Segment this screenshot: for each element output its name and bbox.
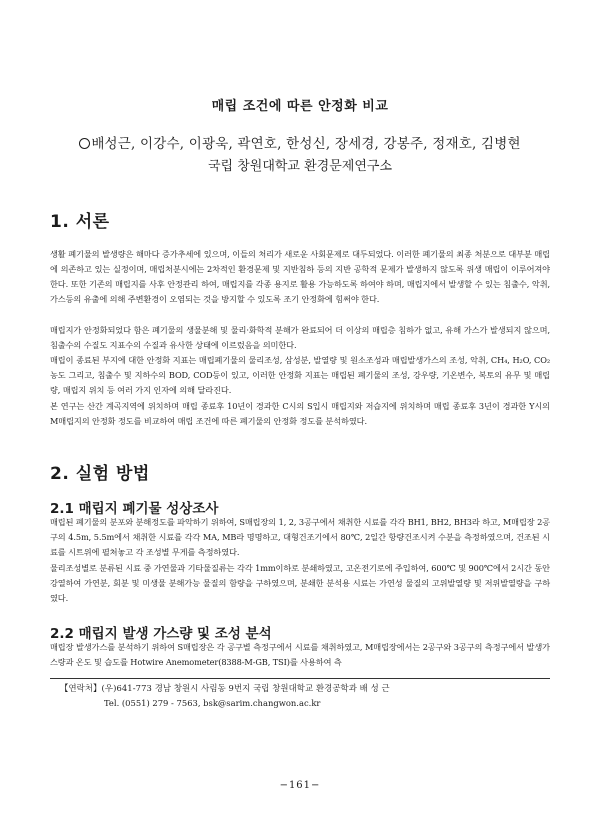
subsection-2-1-paragraph: 매립된 폐기물의 분포와 분해정도를 파악하기 위하여, S매립장의 1, 2, 3공구에서 채취한 시료를 각각 BH1, BH2, BH3라 하고, M매립장 2공구의 4.5m, 5.5m에서 채취한 시료를 각각 MA, MB라 명명하고, 대형건조기에서 80℃, 2일간 항량건조시켜 수분을 측정하였으며, 건조된 시료를 시트위에 펼쳐놓고 각 조성별 무게를 측정하였다. (50, 517, 550, 557)
authors-text: 배성근, 이강수, 이광욱, 곽연호, 한성신, 장세경, 강봉주, 정재호, 김병현 (91, 136, 521, 152)
subsection-2-2-heading: 2.2 매립지 발생 가스량 및 조성 분석 (50, 626, 272, 642)
contact-line-phone-email: Tel. (0551) 279 - 7563, bsk@sarim.changwon.ac.kr (104, 698, 321, 708)
paper-title: 매립 조건에 따른 안정화 비교 (211, 99, 389, 114)
section1-paragraph: 생활 폐기물의 발생량은 해마다 증가추세에 있으며, 이들의 처리가 새로운 사회문제로 대두되었다. 이러한 폐기물의 최종 처분으로 대부분 매립에 의존하고 있는 실정이며, 매립처분시에는 2차적인 환경문제 및 지반침하 등의 지반 공학적 문제가 발생하지 않도록 위생 매립이 이루어져야 한다. 또한 기존의 매립지를 사후 안정관리 하여, 매립지를 각종 용지로 활용 가능하도록 하여야 하며, 매립지에서 발생할 수 있는 침출수, 악취, 가스등의 유출에 의해 주변환경이 오염되는 것을 방지할 수 있도록 조기 안정화에 힘써야 한다. (50, 249, 550, 304)
contact-line-address: 【연락처】(우)641-773 경남 창원시 사림동 9번지 국립 창원대학교 환경공학과 배 성 근 (60, 683, 390, 693)
section1-paragraph: 매립지가 안정화되었다 함은 폐기물의 생물분해 및 물리·화학적 분해가 완료되어 더 이상의 매립층 침하가 없고, 유해 가스가 발생되지 않으며, 침출수의 수질도 지표수의 수질과 유사한 상태에 이르렀음을 의미한다. (50, 325, 550, 350)
section1-paragraph: 매립이 종료된 부지에 대한 안정화 지표는 매립폐기물의 물리조성, 삼성분, 발열량 및 원소조성과 매립발생가스의 조성, 악취, CH₄, H₂O, CO₂ 농도 그리고, 침출수 및 지하수의 BOD, COD등이 있고, 이러한 안정화 지표는 매립된 폐기물의 조성, 강우량, 기온변수, 복토의 유무 및 매립량, 매립지 위치 등 여러 가지 인자에 의해 달라진다. (50, 355, 550, 395)
footer-divider (50, 678, 550, 679)
subsection-2-1-heading: 2.1 매립지 폐기물 성상조사 (50, 501, 219, 517)
section1-paragraph: 본 연구는 산간 계곡지역에 위치하며 매립 종료후 10년이 경과한 C시의 S입시 매립지와 저습지에 위치하며 매립 종료후 3년이 경과한 Y시의 M매립지의 안정화 정도를 비교하여 매립 조건에 따른 폐기물의 안정화 정도를 분석하였다. (50, 401, 550, 426)
presenter-circle-icon (79, 138, 90, 149)
subsection-2-1-paragraph: 물리조성별로 분류된 시료 중 가연물과 기타물질류는 각각 1mm이하로 분쇄하였고, 고온전기로에 주입하여, 600℃ 및 900℃에서 2시간 동안 강열하여 가연분, 회분 및 미생물 분해가능 물질의 함량을 구하였으며, 분쇄한 분석용 시료는 가연성 물질의 고위발열량 및 저위발열량을 구하였다. (50, 563, 550, 603)
subsection-2-2-paragraph: 매립장 발생가스를 분석하기 위하여 S매립장은 각 공구별 측정구에서 시료를 채취하였고, M매립장에서는 2공구와 3공구의 측정구에서 발생가스량과 온도 및 습도를 Hotwire Anemometer(8388-M-GB, TSI)를 사용하여 측 (50, 642, 550, 667)
affiliation: 국립 창원대학교 환경문제연구소 (207, 159, 393, 174)
section2-heading: 2. 실험 방법 (50, 464, 150, 484)
author-list (0, 132, 600, 152)
section1-heading: 1. 서론 (50, 212, 110, 232)
page-number: −161− (279, 780, 321, 791)
